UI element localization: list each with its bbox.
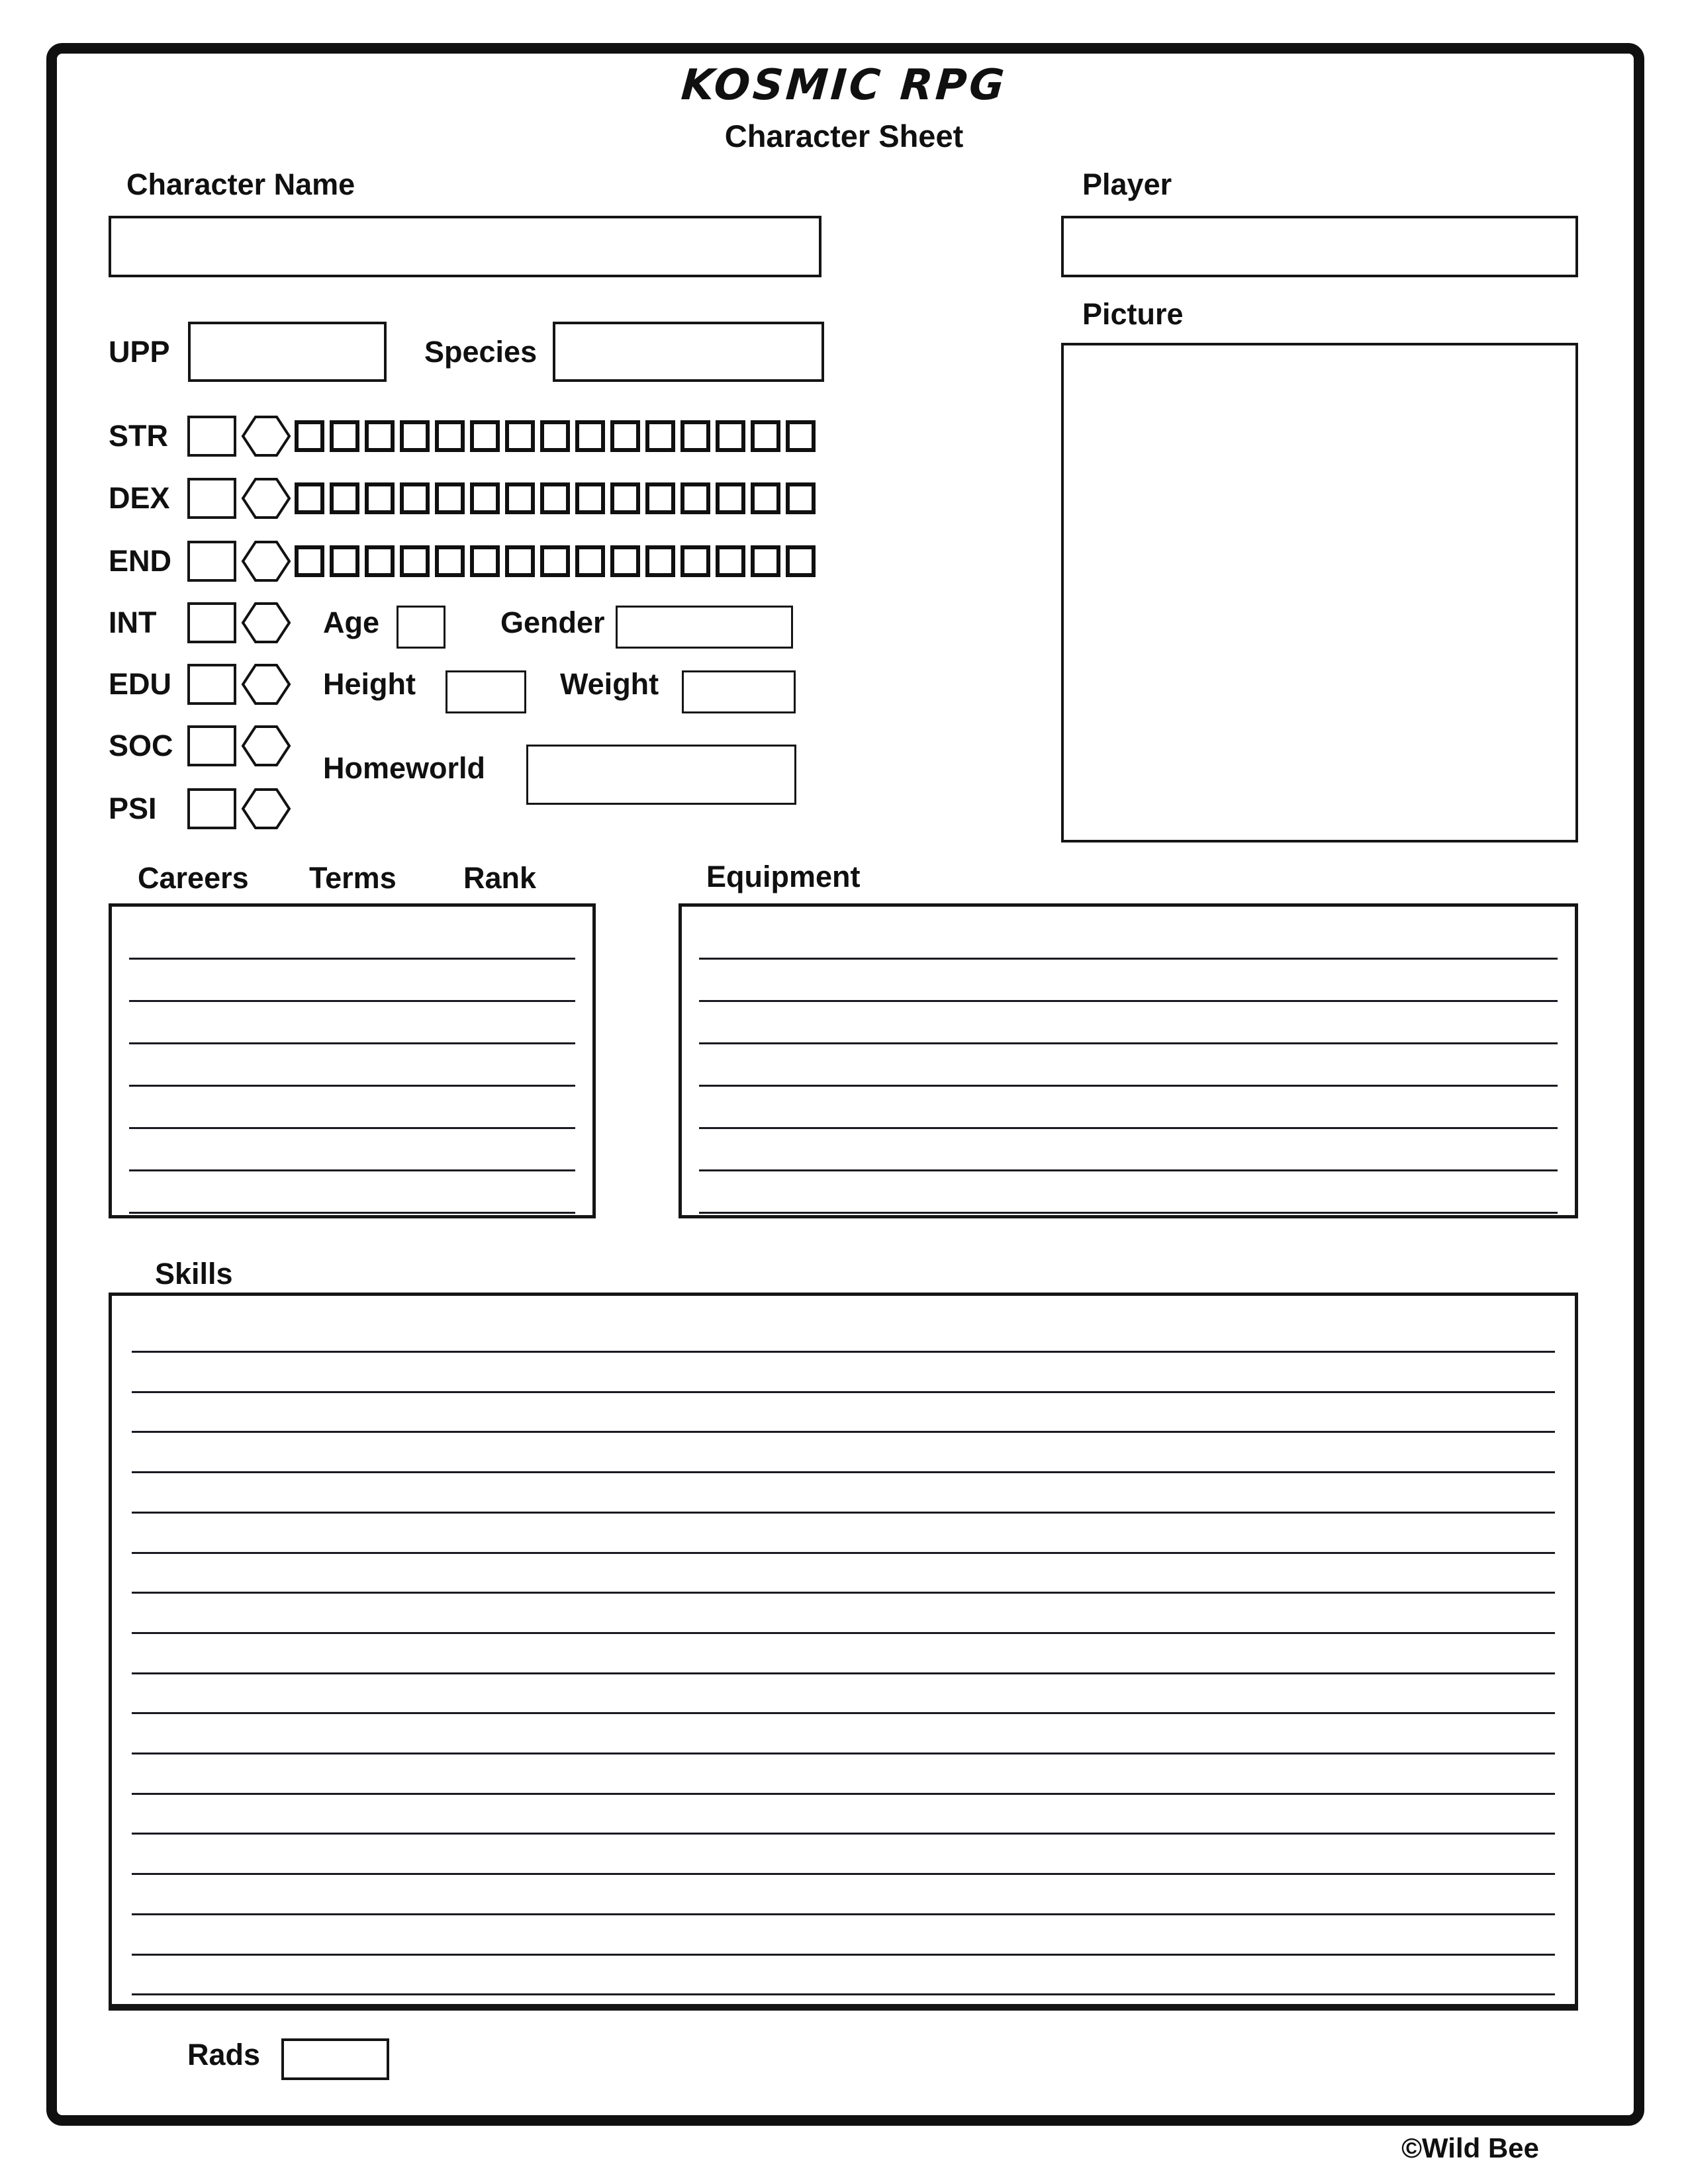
stat-label-psi: PSI [109, 792, 157, 825]
stat-pip-checkbox[interactable] [540, 482, 570, 514]
rank-label: Rank [463, 861, 537, 895]
careers-list-box[interactable] [109, 903, 596, 1218]
gender-field[interactable] [616, 606, 793, 649]
dex-hex-field[interactable] [241, 477, 291, 520]
ruled-line [129, 1127, 575, 1129]
ruled-line [132, 1471, 1555, 1473]
picture-area[interactable] [1061, 343, 1578, 842]
stat-pip-checkbox[interactable] [716, 545, 745, 577]
stat-pip-checkbox[interactable] [400, 420, 430, 452]
stat-pip-checkbox[interactable] [610, 482, 640, 514]
stat-pip-checkbox[interactable] [751, 482, 780, 514]
stat-pip-checkbox[interactable] [540, 420, 570, 452]
homeworld-field[interactable] [526, 745, 796, 805]
end-damage-track[interactable] [295, 545, 816, 577]
stat-pip-checkbox[interactable] [575, 420, 605, 452]
homeworld-label: Homeworld [323, 751, 486, 785]
stat-label-end: END [109, 544, 172, 578]
ruled-line [132, 1752, 1555, 1754]
ruled-line [699, 1042, 1558, 1044]
equipment-list-box[interactable] [679, 903, 1578, 1218]
ruled-line [699, 1000, 1558, 1002]
ruled-line [129, 958, 575, 960]
end-hex-field[interactable] [241, 539, 291, 583]
stat-pip-checkbox[interactable] [540, 545, 570, 577]
stat-pip-checkbox[interactable] [400, 482, 430, 514]
stat-pip-checkbox[interactable] [470, 420, 500, 452]
ruled-line [699, 958, 1558, 960]
rads-label: Rads [187, 2038, 261, 2071]
stat-pip-checkbox[interactable] [435, 545, 465, 577]
stat-pip-checkbox[interactable] [365, 482, 395, 514]
stat-pip-checkbox[interactable] [435, 420, 465, 452]
stat-label-soc: SOC [109, 729, 173, 762]
age-label: Age [323, 606, 380, 639]
stat-pip-checkbox[interactable] [716, 482, 745, 514]
stat-pip-checkbox[interactable] [365, 420, 395, 452]
stat-label-str: STR [109, 419, 168, 453]
weight-label: Weight [560, 667, 659, 701]
stat-pip-checkbox[interactable] [786, 482, 816, 514]
stat-pip-checkbox[interactable] [751, 545, 780, 577]
character-name-field[interactable] [109, 216, 821, 277]
ruled-line [132, 1512, 1555, 1514]
stat-label-edu: EDU [109, 667, 172, 701]
ruled-line [129, 1169, 575, 1171]
sheet-subtitle: Character Sheet [724, 118, 964, 154]
ruled-line [699, 1212, 1558, 1214]
upp-label: UPP [109, 335, 170, 369]
str-value-box[interactable] [187, 416, 236, 457]
dex-damage-track[interactable] [295, 482, 816, 514]
ruled-line [132, 1552, 1555, 1554]
rads-field[interactable] [281, 2038, 389, 2080]
end-value-box[interactable] [187, 541, 236, 582]
skills-label: Skills [155, 1257, 233, 1291]
species-field[interactable] [553, 322, 824, 382]
game-title: KOSMIC RPG [679, 61, 1009, 110]
ruled-line [132, 1391, 1555, 1393]
stat-label-dex: DEX [109, 481, 170, 515]
stat-pip-checkbox[interactable] [365, 545, 395, 577]
stat-pip-checkbox[interactable] [470, 482, 500, 514]
player-label: Player [1082, 167, 1172, 201]
stat-pip-checkbox[interactable] [295, 482, 324, 514]
stat-label-int: INT [109, 606, 157, 639]
ruled-line [132, 1712, 1555, 1714]
picture-label: Picture [1082, 297, 1184, 331]
stat-pip-checkbox[interactable] [786, 545, 816, 577]
stat-pip-checkbox[interactable] [680, 545, 710, 577]
height-label: Height [323, 667, 416, 701]
stat-pip-checkbox[interactable] [645, 420, 675, 452]
soc-value-box[interactable] [187, 725, 236, 766]
stat-pip-checkbox[interactable] [716, 420, 745, 452]
stat-pip-checkbox[interactable] [505, 420, 535, 452]
str-damage-track[interactable] [295, 420, 816, 452]
equipment-label: Equipment [706, 860, 861, 893]
soc-hex-field[interactable] [241, 724, 291, 768]
stat-pip-checkbox[interactable] [330, 420, 359, 452]
stat-pip-checkbox[interactable] [295, 545, 324, 577]
ruled-line [132, 1592, 1555, 1594]
stat-pip-checkbox[interactable] [751, 420, 780, 452]
ruled-line [129, 1042, 575, 1044]
stat-pip-checkbox[interactable] [786, 420, 816, 452]
ruled-line [699, 1127, 1558, 1129]
upp-field[interactable] [188, 322, 387, 382]
ruled-line [132, 1833, 1555, 1835]
stat-pip-checkbox[interactable] [575, 545, 605, 577]
psi-value-box[interactable] [187, 788, 236, 829]
copyright-credit: ©Wild Bee [1401, 2132, 1539, 2163]
stat-pip-checkbox[interactable] [505, 482, 535, 514]
ruled-line [129, 1212, 575, 1214]
stat-pip-checkbox[interactable] [575, 482, 605, 514]
stat-pip-checkbox[interactable] [470, 545, 500, 577]
ruled-line [129, 1085, 575, 1087]
stat-pip-checkbox[interactable] [330, 545, 359, 577]
species-label: Species [424, 335, 538, 369]
stat-pip-checkbox[interactable] [505, 545, 535, 577]
int-hex-field[interactable] [241, 601, 291, 645]
stat-pip-checkbox[interactable] [435, 482, 465, 514]
ruled-line [132, 1913, 1555, 1915]
stat-pip-checkbox[interactable] [680, 482, 710, 514]
careers-label: Careers [138, 861, 249, 895]
terms-label: Terms [309, 861, 397, 895]
gender-label: Gender [500, 606, 605, 639]
ruled-line [132, 1873, 1555, 1875]
edu-value-box[interactable] [187, 664, 236, 705]
ruled-line [132, 1993, 1555, 1995]
ruled-line [699, 1169, 1558, 1171]
ruled-line [132, 1632, 1555, 1634]
ruled-line [132, 1431, 1555, 1433]
weight-field[interactable] [682, 670, 796, 713]
character-name-label: Character Name [126, 167, 355, 201]
stat-pip-checkbox[interactable] [610, 420, 640, 452]
stat-pip-checkbox[interactable] [610, 545, 640, 577]
int-value-box[interactable] [187, 602, 236, 643]
ruled-line [132, 1793, 1555, 1795]
edu-hex-field[interactable] [241, 662, 291, 706]
age-field[interactable] [397, 606, 445, 649]
ruled-line [699, 1085, 1558, 1087]
stat-pip-checkbox[interactable] [645, 482, 675, 514]
dex-value-box[interactable] [187, 478, 236, 519]
str-hex-field[interactable] [241, 414, 291, 458]
height-field[interactable] [445, 670, 526, 713]
stat-pip-checkbox[interactable] [645, 545, 675, 577]
psi-hex-field[interactable] [241, 787, 291, 831]
ruled-line [132, 1351, 1555, 1353]
stat-pip-checkbox[interactable] [680, 420, 710, 452]
stat-pip-checkbox[interactable] [295, 420, 324, 452]
player-field[interactable] [1061, 216, 1578, 277]
stat-pip-checkbox[interactable] [400, 545, 430, 577]
ruled-line [132, 1954, 1555, 1956]
ruled-line [132, 1672, 1555, 1674]
skills-list-box[interactable] [109, 1293, 1578, 2011]
ruled-line [129, 1000, 575, 1002]
stat-pip-checkbox[interactable] [330, 482, 359, 514]
